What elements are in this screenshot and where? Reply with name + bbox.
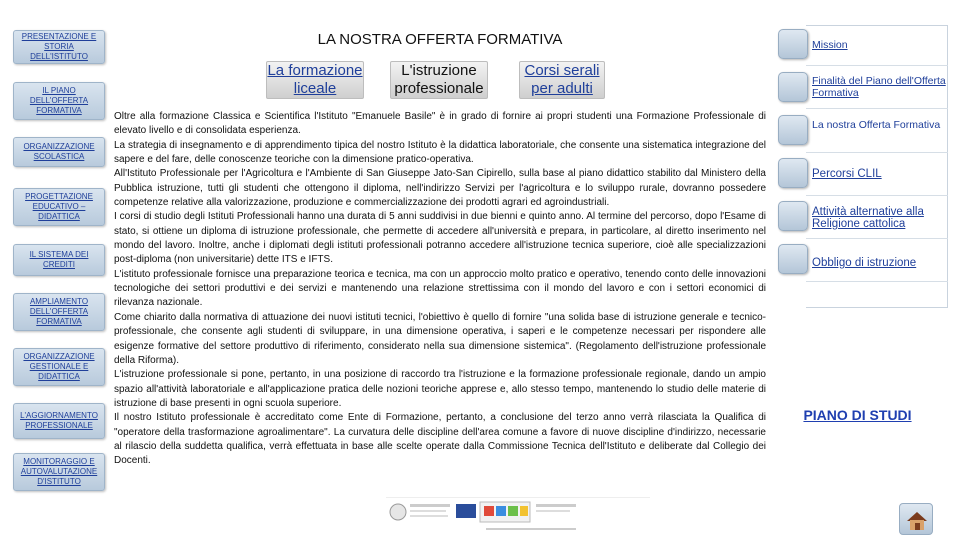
divider [806, 195, 948, 196]
home-button[interactable] [899, 503, 933, 535]
divider [806, 108, 948, 109]
offerta-button[interactable] [778, 115, 808, 145]
paragraph: Oltre alla formazione Classica e Scientifica l'Istituto "Emanuele Basile" è in grado di fornire ai propri studenti una Formazione Professionale di elevato livello e di consolidata esperienza. [114, 111, 766, 137]
divider [806, 238, 948, 239]
finalita-button[interactable] [778, 72, 808, 102]
paragraph: L'istituto professionale fornisce una preparazione teorica e tecnica, ma con un approccio molto pratico e operativo, tenendo conto delle innovazioni tecnologiche dei settori produttivi e dei servizi e mantenendo una relazione strettissima con il mondo del lavoro e con i settori economici di rilevanza nazionale. [114, 268, 766, 309]
nav-monitoraggio[interactable]: MONITORAGGIO E AUTOVALUTAZIONE D'ISTITUTO [13, 453, 105, 491]
nav-organizzazione-scolastica[interactable]: ORGANIZZAZIONE SCOLASTICA [13, 137, 105, 167]
nav-organizzazione-gestionale[interactable]: ORGANIZZAZIONE GESTIONALE E DIDATTICA [13, 348, 105, 386]
nav-ampliamento[interactable]: AMPLIAMENTO DELL'OFFERTA FORMATIVA [13, 293, 105, 331]
paragraph: Il nostro Istituto professionale è accreditato come Ente di Formazione, pertanto, a conclusione del terzo anno verrà rilasciata la Qualifica di "operatore della trasformazione agroalimentare". La curvatura delle discipline dell'area comune a favore di nuove discipline d'indirizzo, necessarie al rilascio della suddetta qualifica, verrà effettuata in base alle scelte operate dalla Commissione Tecnica dell'Istituto e deliberate dal Collegio dei Docenti. [114, 412, 766, 467]
religione-button[interactable] [778, 201, 808, 231]
paragraph: All'Istituto Professionale per l'Agricoltura e l'Ambiente di San Giuseppe Jato-San Cipirello, sulla base al piano didattico stabilito dal Ministero della Pubblica istruzione, tutti gli studenti che ottengono il diploma, nell'indirizzo Servizi per l'agricoltura e lo sviluppo rurale, dovranno possedere competenze relative alla valorizzazione, produzione e commercializzazione dei prodotti agrari ed agroindustriali. [114, 168, 766, 209]
right-nav-obbligo[interactable]: Obbligo di istruzione [812, 257, 917, 269]
tab-formazione-liceale[interactable]: La formazione liceale [267, 62, 363, 97]
divider [806, 65, 948, 66]
tab-corsi-serali[interactable]: Corsi serali per adulti [519, 61, 605, 99]
paragraph: Come chiarito dalla normativa di attuazione dei nuovi istituti tecnici, l'obiettivo è quello di fornire "una solida base di istruzione generale e tecnico-professionale, che consente agli studenti di sviluppare, in una dimensione operativa, i saperi e le competenze necessari per rispondere alle esigenze formative del settore produttivo di riferimento, considerato nella sua dimensione sistemica". (Regolamento dell'istruzione professionale della Riforma). [114, 311, 766, 366]
tab-istruzione-professionale[interactable]: L'istruzione professionale [390, 61, 488, 99]
divider [806, 152, 948, 153]
obbligo-button[interactable] [778, 244, 808, 274]
right-nav-finalita[interactable]: Finalità del Piano dell'Offerta Formativa [812, 75, 946, 99]
logos-strip [386, 497, 650, 535]
logos-graphic [386, 498, 650, 536]
paragraph: L'istruzione professionale si pone, pertanto, in una posizione di raccordo tra l'istruzione e la formazione professionale regionale, dando un ampio spazio all'attività laboratoriale e all'applicazione pratica delle nozioni teoriche apprese e, allo stesso tempo, mantenendo lo studio delle materie di istruzione di base presenti in ogni scuola superiore. [114, 369, 766, 409]
clil-button[interactable] [778, 158, 808, 188]
right-nav-clil[interactable]: Percorsi CLIL [812, 168, 882, 180]
right-nav-religione[interactable]: Attività alternative alla Religione cattolica [812, 206, 924, 230]
right-nav-offerta[interactable]: La nostra Offerta Formativa [812, 119, 941, 131]
nav-presentazione[interactable]: PRESENTAZIONE E STORIA DELL'ISTITUTO [13, 30, 105, 64]
nav-aggiornamento[interactable]: L'AGGIORNAMENTO PROFESSIONALE [13, 403, 105, 439]
nav-progettazione[interactable]: PROGETTAZIONE EDUCATIVO – DIDATTICA [13, 188, 105, 226]
nav-piano-offerta[interactable]: IL PIANO DELL'OFFERTA FORMATIVA [13, 82, 105, 120]
main-text [114, 110, 766, 469]
mission-button[interactable] [778, 29, 808, 59]
nav-sistema-crediti[interactable]: IL SISTEMA DEI CREDITI [13, 244, 105, 276]
home-icon [900, 504, 934, 536]
right-nav-mission[interactable]: Mission [812, 39, 848, 51]
divider [806, 281, 948, 282]
page-title: LA NOSTRA OFFERTA FORMATIVA [317, 31, 563, 48]
piano-di-studi-link[interactable]: PIANO DI STUDI [803, 407, 912, 423]
paragraph: I corsi di studio degli Istituti Professionali hanno una durata di 5 anni suddivisi in due bienni e quinto anno. Al termine del percorso, dopo l'Esame di stato, si ottiene un diploma di istruzione professionale, che permette di accedere all'università e prepara, in particolare, al diretto inserimento nel mondo del lavoro. Inoltre, anche i diplomati degli istituti professionali potranno accedere all'istruzione tecnica superiore, cioè alle specializzazioni post-diploma (non universitarie) dette ITS e IFTS. [114, 211, 766, 266]
paragraph: La strategia di insegnamento e di apprendimento tipica del nostro Istituto è la didattica laboratoriale, che consente una sistematica integrazione del sapere e del fare, delle conoscenze teoriche con la dimensione pratico-operativa. [114, 139, 766, 166]
